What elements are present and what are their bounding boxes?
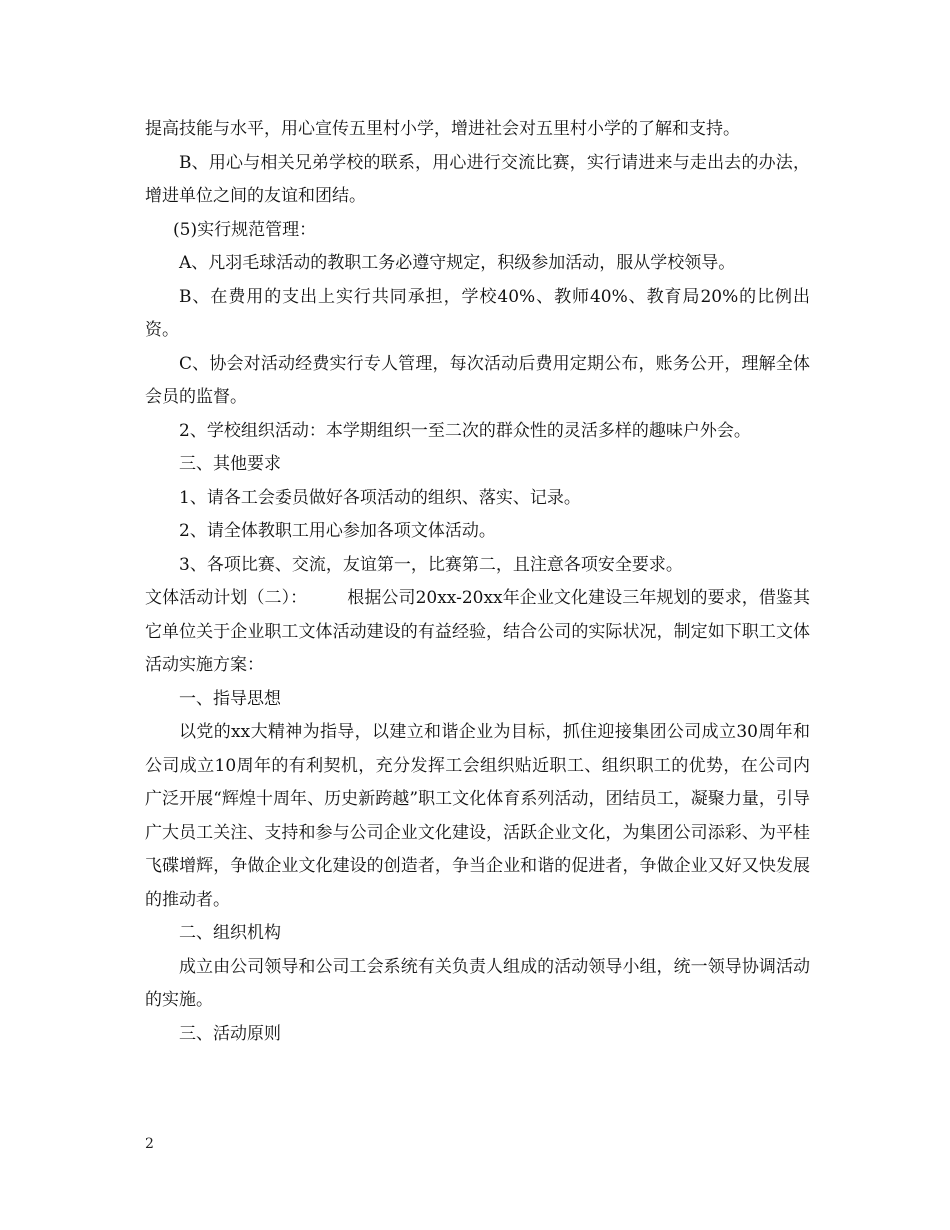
section-heading: (5)实行规范管理： (173, 219, 317, 240)
list-item: 1、请各工会委员做好各项活动的组织、落实、记录。 (179, 487, 581, 508)
section-heading: 三、活动原则 (179, 1023, 281, 1044)
plan-two-heading: 文体活动计划（二）： (145, 588, 308, 608)
section-heading: 二、组织机构 (179, 923, 281, 943)
paragraph: C、协会对活动经费实行专人管理，每次活动后费用定期公布，账务公开，理解全体会员的监督。 (145, 353, 810, 407)
page-number: 2 (145, 1136, 154, 1152)
plan-two-text: 根据公司20xx-20xx年企业文化建设三年规划的要求，借鉴其它单位关于企业职工文体活动建设的有益经验，结合公司的实际状况，制定如下职工文体活动实施方案： (145, 588, 810, 675)
paragraph: B、在费用的支出上实行共同承担，学校40%、教师40%、教育局20%的比例出资。 (145, 286, 810, 340)
paragraph: 以党的xx大精神为指导，以建立和谐企业为目标，抓住迎接集团公司成立30周年和公司成立10周年的有利契机，充分发挥工会组织贴近职工、组织职工的优势，在公司内广泛开展“辉煌十周年、历史新跨越”职工文化体育系列活动，团结员工，凝聚力量，引导广大员工关注、支持和参与公司企业文化建设，活跃企业文化，为集团公司添彩、为平桂飞碟增辉，争做企业文化建设的创造者，争当企业和谐的促进者，争做企业又好又快发展的推动者。 (145, 722, 810, 910)
paragraph: A、凡羽毛球活动的教职工务必遵守规定，积级参加活动，服从学校领导。 (179, 253, 736, 273)
page-body (145, 113, 810, 1051)
paragraph: 成立由公司领导和公司工会系统有关负责人组成的活动领导小组，统一领导协调活动的实施。 (145, 956, 810, 1010)
plan-two-intro (145, 582, 810, 683)
paragraph: 提高技能与水平，用心宣传五里村小学，增进社会对五里村小学的了解和支持。 (145, 119, 740, 139)
paragraph: 2、学校组织活动：本学期组织一至二次的群众性的灵活多样的趣味户外会。 (179, 420, 751, 441)
list-item: 2、请全体教职工用心参加各项文体活动。 (179, 521, 496, 541)
list-item: 3、各项比赛、交流，友谊第一，比赛第二，且注意各项安全要求。 (179, 554, 683, 575)
section-heading: 一、指导思想 (179, 688, 281, 709)
paragraph: B、用心与相关兄弟学校的联系，用心进行交流比赛，实行请进来与走出去的办法，增进单位之间的友谊和团结。 (145, 152, 810, 206)
section-heading: 三、其他要求 (179, 454, 281, 474)
